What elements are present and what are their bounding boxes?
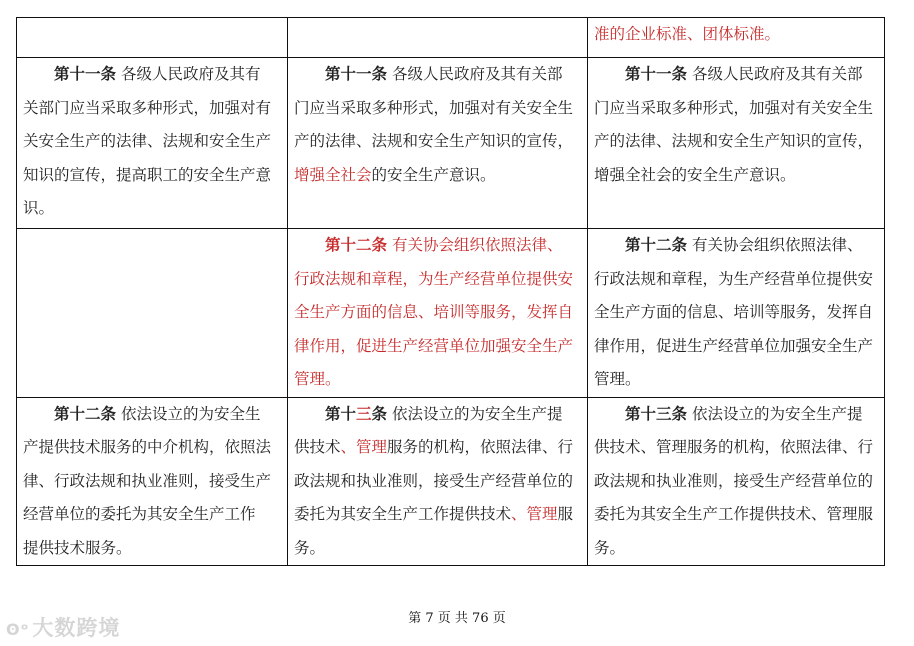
- text-segment: 知识的宣传，提高职工的安全生产意: [23, 165, 272, 184]
- draft-cell: [288, 397, 588, 566]
- text-segment: 识。: [23, 199, 55, 217]
- text-line: [294, 363, 581, 397]
- text-segment: 增强全社会: [294, 165, 372, 184]
- text-segment: 政法规和执业准则，接受生产经营单位的: [294, 471, 574, 490]
- text-line: [594, 263, 878, 297]
- text-line: [594, 125, 878, 159]
- table-row: [17, 229, 885, 398]
- article-number: 第十二条: [625, 236, 688, 254]
- text-line: [594, 532, 878, 566]
- text-segment: 门应当采取多种形式，加强对有关安全生: [294, 98, 574, 117]
- final-cell: [588, 18, 885, 58]
- text-segment: 务。: [294, 538, 326, 557]
- article-number: 第十一条: [325, 65, 388, 83]
- text-segment: 依法设立的为安全生: [116, 404, 261, 423]
- text-segment: 供技术、管理服务的机构，依照法律、行: [594, 438, 874, 456]
- final-cell: [588, 229, 885, 398]
- text-line: [294, 532, 581, 566]
- text-line: [294, 498, 581, 532]
- text-segment: 准的企业标准、团体标准。: [594, 25, 781, 43]
- text-line: [23, 159, 281, 193]
- text-line: [294, 330, 581, 364]
- text-line: [294, 159, 581, 193]
- text-segment: 关部门应当采取多种形式，加强对有: [23, 98, 272, 117]
- text-segment: 各级人民政府及其有关部: [687, 65, 863, 83]
- article-number: 第十一条: [625, 65, 688, 83]
- text-segment: 的安全生产意识。: [371, 165, 496, 184]
- text-line: [23, 192, 281, 226]
- watermark: [6, 612, 120, 642]
- article-number: 三: [356, 404, 372, 423]
- text-segment: 产的法律、法规和安全生产知识的宣传，: [294, 132, 574, 150]
- text-segment: 服务的机构，依照法律、行: [387, 438, 574, 456]
- text-line: [294, 431, 581, 465]
- text-segment: 各级人民政府及其有: [116, 65, 261, 83]
- text-segment: 全生产方面的信息、培训等服务，发挥自: [594, 303, 874, 321]
- text-line: [23, 431, 281, 465]
- text-line: [294, 398, 581, 432]
- text-line: [294, 58, 581, 92]
- text-segment: 、管理: [340, 438, 388, 456]
- article-number: 第十三条: [625, 404, 688, 423]
- draft-cell: [288, 58, 588, 229]
- text-segment: 各级人民政府及其有关部: [387, 65, 563, 83]
- text-line: [594, 498, 878, 532]
- article-number: 第十: [325, 404, 357, 423]
- old-version-cell: [17, 229, 288, 398]
- text-line: [23, 498, 281, 532]
- text-segment: 务。: [594, 538, 626, 557]
- text-segment: 经营单位的委托为其安全生产工作: [23, 505, 256, 523]
- text-segment: 提供技术服务。: [23, 538, 132, 557]
- text-line: [594, 58, 878, 92]
- text-segment: 政法规和执业准则，接受生产经营单位的: [594, 471, 874, 490]
- text-segment: 律作用，促进生产经营单位加强安全生产: [594, 336, 874, 355]
- text-line: [294, 229, 581, 263]
- text-segment: 依法设立的为安全生产提: [687, 404, 863, 423]
- article-number: 条: [371, 404, 388, 423]
- text-line: [23, 465, 281, 499]
- text-segment: 委托为其安全生产工作提供技术: [294, 505, 512, 523]
- old-version-cell: [17, 397, 288, 566]
- text-segment: 产的法律、法规和安全生产知识的宣传，: [594, 132, 874, 150]
- text-line: [23, 58, 281, 92]
- text-segment: 行政法规和章程，为生产经营单位提供安: [294, 269, 574, 288]
- text-segment: 律、行政法规和执业准则，接受生产: [23, 471, 272, 490]
- text-line: [594, 330, 878, 364]
- text-line: [23, 398, 281, 432]
- text-line: [23, 532, 281, 566]
- table-row: [17, 18, 885, 58]
- old-version-cell: [17, 58, 288, 229]
- text-line: [294, 263, 581, 297]
- text-line: [594, 363, 878, 397]
- final-cell: [588, 397, 885, 566]
- text-line: [294, 92, 581, 126]
- text-line: [594, 465, 878, 499]
- old-version-cell: [17, 18, 288, 58]
- comparison-table: [16, 17, 885, 566]
- text-segment: 增强全社会的安全生产意识。: [594, 165, 796, 184]
- text-line: [594, 229, 878, 263]
- text-line: [594, 296, 878, 330]
- text-line: [594, 18, 878, 52]
- text-line: [23, 92, 281, 126]
- article-number: 第十一条: [54, 65, 117, 83]
- text-segment: 有关协会组织依照法律、: [687, 236, 863, 254]
- table-row: [17, 58, 885, 229]
- text-line: [23, 125, 281, 159]
- text-segment: 产提供技术服务的中介机构，依照法: [23, 438, 272, 456]
- text-segment: 有关协会组织依照法律、: [387, 236, 563, 254]
- draft-cell: [288, 229, 588, 398]
- final-cell: [588, 58, 885, 229]
- text-line: [594, 398, 878, 432]
- text-line: [594, 431, 878, 465]
- text-segment: 管理。: [594, 370, 641, 388]
- text-line: [294, 465, 581, 499]
- text-line: [294, 296, 581, 330]
- draft-cell: [288, 18, 588, 58]
- text-line: [594, 92, 878, 126]
- article-number: 第十二条: [325, 236, 388, 254]
- text-segment: 委托为其安全生产工作提供技术、管理服: [594, 505, 874, 523]
- text-segment: 关安全生产的法律、法规和安全生产: [23, 132, 272, 150]
- text-line: [294, 125, 581, 159]
- text-segment: 服: [557, 505, 574, 523]
- text-segment: 律作用，促进生产经营单位加强安全生产: [294, 336, 574, 355]
- table-row: [17, 397, 885, 566]
- article-number: 第十二条: [54, 404, 117, 423]
- watermark-text: 大数跨境: [32, 616, 121, 640]
- text-segment: 管理。: [294, 370, 341, 388]
- text-segment: 行政法规和章程，为生产经营单位提供安: [594, 269, 874, 288]
- page-number: 第 7 页 共 76 页: [408, 611, 506, 626]
- text-segment: 全生产方面的信息、培训等服务，发挥自: [294, 303, 574, 321]
- watermark-logo-icon: ʘᵒ: [6, 620, 30, 639]
- text-segment: 、管理: [511, 505, 558, 523]
- text-segment: 依法设立的为安全生产提: [387, 404, 563, 423]
- text-segment: 供技术: [294, 438, 341, 456]
- text-line: [594, 159, 878, 193]
- text-segment: 门应当采取多种形式，加强对有关安全生: [594, 98, 874, 117]
